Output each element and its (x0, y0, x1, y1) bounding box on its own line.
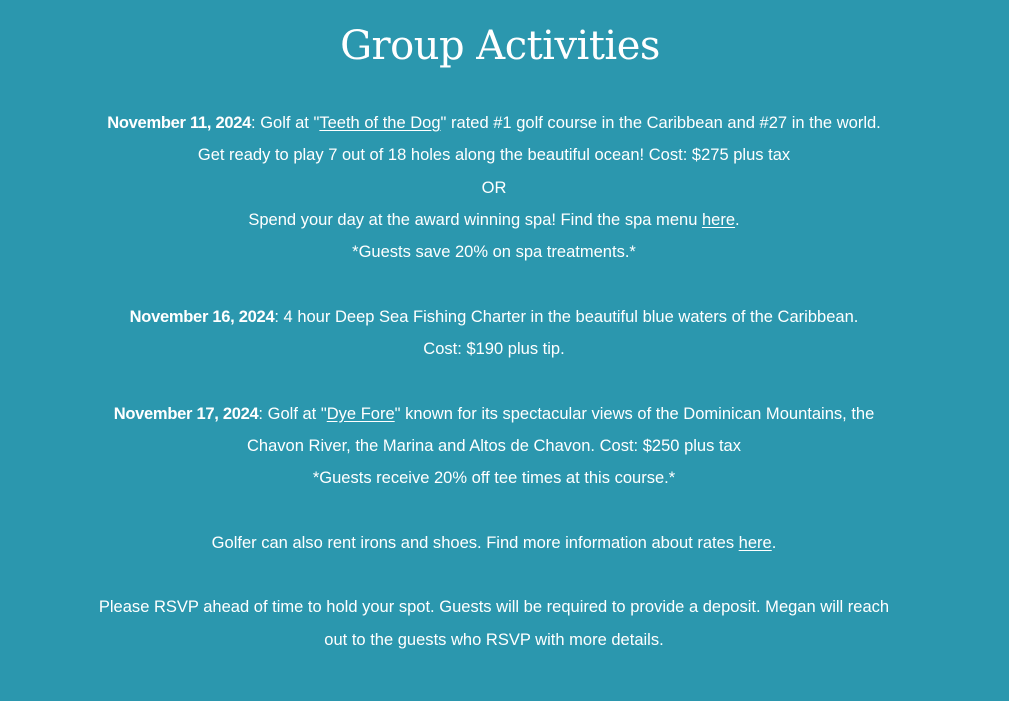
rsvp-line2: out to the guests who RSVP with more details. (324, 629, 664, 649)
event2-line1 (14, 301, 974, 333)
event2-date: November 16, 2024 (129, 306, 275, 326)
rental-text-pre: Golfer can also rent irons and shoes. Find more information about rates (211, 532, 739, 552)
event3-text-post: " known for its spectacular views of the Dominican Mountains, the (394, 403, 875, 423)
rsvp-line1: Please RSVP ahead of time to hold your spot. Guests will be required to provide a deposit. Megan will reach (98, 597, 890, 617)
event2-line2: Cost: $190 plus tip. (423, 339, 565, 359)
event1-text-pre: : Golf at " (251, 113, 320, 132)
event3-line1 (14, 398, 974, 430)
spacer (0, 268, 988, 300)
rates-link[interactable]: here (738, 532, 772, 552)
event3-line2: Chavon River, the Marina and Altos de Chavon. Cost: $250 plus tax (247, 435, 741, 455)
activities-content (0, 107, 988, 656)
page-title: Group Activities (340, 23, 660, 69)
event3-note: *Guests receive 20% off tee times at this course.* (312, 468, 676, 488)
spacer (0, 559, 988, 591)
event1-or: OR (481, 177, 507, 197)
teeth-of-the-dog-link[interactable]: Teeth of the Dog (319, 113, 441, 132)
spa-text-pre: Spend your day at the award winning spa! Find the spa menu (248, 209, 702, 229)
spa-menu-link[interactable]: here (701, 209, 736, 229)
spacer (0, 365, 988, 397)
spa-line (14, 204, 974, 236)
event3-date: November 17, 2024 (113, 403, 259, 423)
dye-fore-link[interactable]: Dye Fore (326, 403, 395, 423)
event1-line2: Get ready to play 7 out of 18 holes along the beautiful ocean! Cost: $275 plus tax (197, 145, 791, 165)
event1-line1 (14, 107, 974, 139)
spa-text-post: . (735, 209, 740, 229)
rental-text-post: . (771, 532, 777, 552)
event3-text-pre: : Golf at " (258, 403, 327, 423)
spa-note: *Guests save 20% on spa treatments.* (352, 242, 636, 262)
event2-text: : 4 hour Deep Sea Fishing Charter in the beautiful blue waters of the Caribbean. (274, 306, 859, 326)
rental-line (14, 527, 974, 559)
event1-date: November 11, 2024 (107, 113, 252, 132)
spacer (0, 495, 988, 527)
event1-text-post: " rated #1 golf course in the Caribbean and #27 in the world. (440, 113, 881, 132)
